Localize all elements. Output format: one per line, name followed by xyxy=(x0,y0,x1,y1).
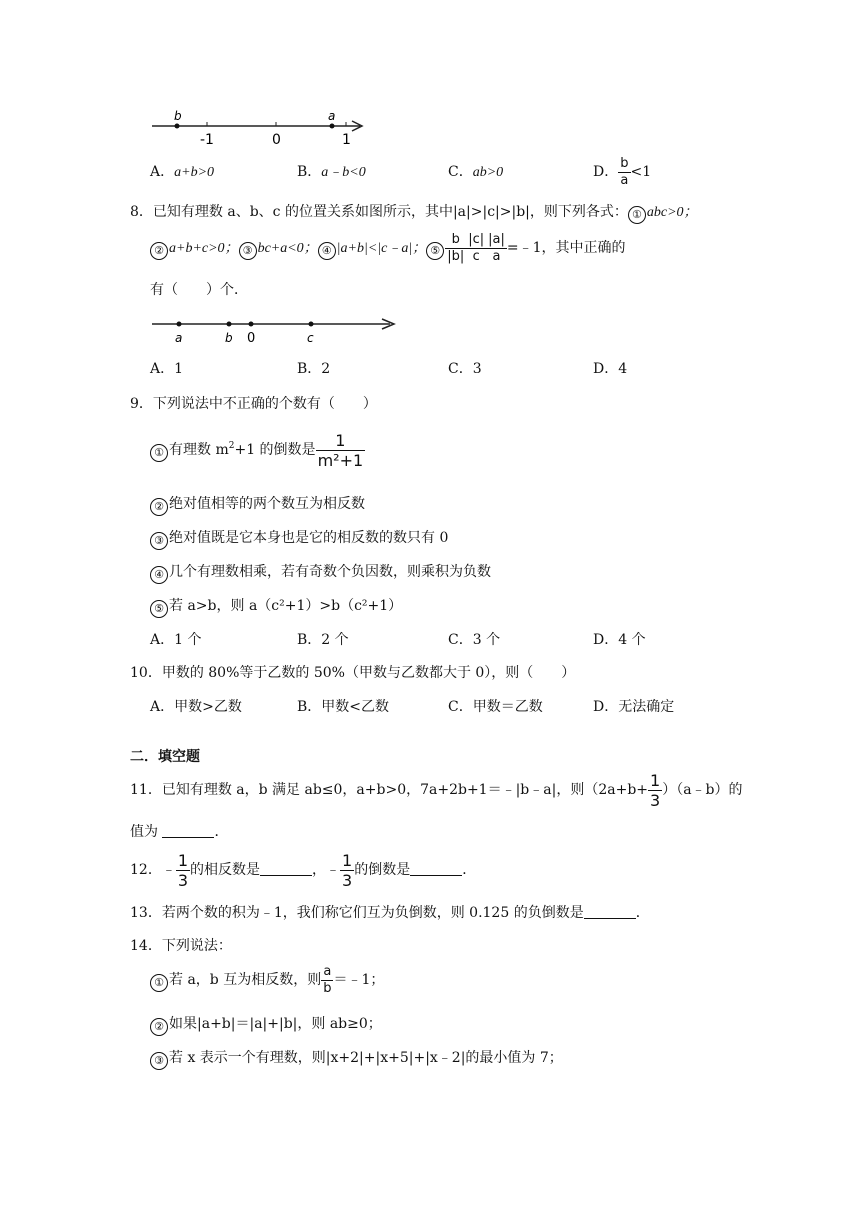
q11-line2: 值为 ． xyxy=(130,824,229,840)
origin-label: 0 xyxy=(247,331,256,346)
q9-option-a[interactable]: A．1 个 xyxy=(150,632,202,648)
q7-option-c[interactable]: C．ab>0 xyxy=(448,164,504,180)
number-line-q8 xyxy=(150,312,400,346)
q10-option-b[interactable]: B．甲数<乙数 xyxy=(297,699,390,715)
fraction-1-over-m2-plus-1: $\frac{1}{\text{m²+1}}$ xyxy=(317,430,364,470)
q10-option-c[interactable]: C．甲数＝乙数 xyxy=(448,699,543,715)
q9-statement-5: ⑤ 若 a>b，则 a（c²+1）>b（c²+1） xyxy=(150,596,402,618)
q7-option-b[interactable]: B．a﹣b<0 xyxy=(297,164,366,180)
fraction-a-over-b: $\frac{a}{b}$ xyxy=(323,963,332,996)
q8-stem-line3: 有（ ）个． xyxy=(150,282,248,298)
q8-option-d[interactable]: D．4 xyxy=(593,361,628,377)
answer-blank-reciprocal[interactable] xyxy=(410,861,462,876)
fraction-one-third: $\frac{1}{3}$ xyxy=(342,850,353,890)
q8-option-b[interactable]: B．2 xyxy=(297,361,331,377)
q8-option-c[interactable]: C．3 xyxy=(448,361,482,377)
answer-blank-opposite[interactable] xyxy=(260,861,312,876)
fraction-b-over-abs-b: $\frac{b}{|b|}$ xyxy=(447,231,465,264)
q14-statement-3: ③ 若 x 表示一个有理数，则|x+2|+|x+5|+|x﹣2|的最小值为 7； xyxy=(150,1048,563,1070)
q9-statement-3: ③ 绝对值既是它本身也是它的相反数的数只有 0 xyxy=(150,528,448,550)
q11-line1: 11．已知有理数 a，b 满足 ab≤0，a+b>0，7a+2b+1＝﹣|b﹣a|，则（2a+b+ $\frac{1}{3}$ ）（a﹣b）的 xyxy=(130,770,743,810)
q13-line: 13．若两个数的积为﹣1，我们称它们互为负倒数，则 0.125 的负倒数是 ． xyxy=(130,905,650,921)
q8-option-a[interactable]: A．1 xyxy=(150,361,184,377)
q10-option-d[interactable]: D．无法确定 xyxy=(593,699,675,715)
q14-statement-2: ② 如果|a+b|＝|a|+|b|，则 ab≥0； xyxy=(150,1014,382,1036)
q7-option-d[interactable]: D． $\frac{b}{a}$ <1 xyxy=(593,155,652,188)
number-line-q7 xyxy=(150,108,370,148)
fraction-abs-c-over-c: $\frac{|c|}{c}$ xyxy=(468,231,485,264)
q9-option-c[interactable]: C．3 个 xyxy=(448,632,501,648)
fraction-one-third: $\frac{1}{3}$ xyxy=(177,850,189,890)
tick-one: 1 xyxy=(342,132,351,148)
point-c-label: c xyxy=(307,331,314,345)
q10-option-a[interactable]: A．甲数>乙数 xyxy=(150,699,242,715)
answer-blank[interactable] xyxy=(584,904,636,919)
fraction-abs-a-over-a: $\frac{|a|}{a}$ xyxy=(488,231,505,264)
q7-option-a[interactable]: A．a+b>0 xyxy=(150,164,215,180)
q9-stem: 9．下列说法中不正确的个数有（ ） xyxy=(130,396,377,412)
fraction-b-over-a: $\frac{b}{a}$ xyxy=(620,155,629,188)
q9-statement-1: ① 有理数 $m^2+1$ 的倒数是 $\frac{1}{\text{m²+1}}$ xyxy=(150,428,365,472)
tick-minus-one: -1 xyxy=(200,132,214,148)
q14-stem: 14．下列说法： xyxy=(130,938,232,954)
q14-statement-1: ① 若 a，b 互为相反数，则 $\frac{a}{b}$ ＝﹣1； xyxy=(150,958,384,1002)
fraction-one-third: $\frac{1}{3}$ xyxy=(650,770,661,810)
point-b-label: b xyxy=(174,109,182,123)
q12-line: 12．﹣ $\frac{1}{3}$ 的相反数是 ，﹣ $\frac{1}{3}$ 的倒数是 ． xyxy=(130,850,477,890)
q8-stem-line2: ② a+b+c>0； ③ bc+a<0； ④ |a+b|<|c﹣a|； ⑤ $\frac{b}{|b|}$ $\frac{|c|}{c}$ $\frac{|a|}{a}$ =﹣1，其中正确的 xyxy=(150,226,626,271)
point-b-label: b xyxy=(225,331,233,345)
q9-option-b[interactable]: B．2 个 xyxy=(297,632,349,648)
q10-stem: 10．甲数的 80%等于乙数的 50%（甲数与乙数都大于 0），则（ ） xyxy=(130,665,576,681)
point-a-label: a xyxy=(175,331,183,345)
q9-option-d[interactable]: D．4 个 xyxy=(593,632,646,648)
q8-stem-line1: 8．已知有理数 a、b、c 的位置关系如图所示，其中|a|>|c|>|b|，则下列各式： ① abc>0； xyxy=(130,202,698,224)
q9-statement-4: ④ 几个有理数相乘，若有奇数个负因数，则乘积为负数 xyxy=(150,562,491,584)
point-a-label: a xyxy=(328,109,336,123)
section-heading-fill-blank: 二．填空题 xyxy=(130,749,200,765)
tick-zero: 0 xyxy=(272,132,281,148)
answer-blank[interactable] xyxy=(162,823,214,838)
q9-statement-2: ② 绝对值相等的两个数互为相反数 xyxy=(150,494,365,516)
